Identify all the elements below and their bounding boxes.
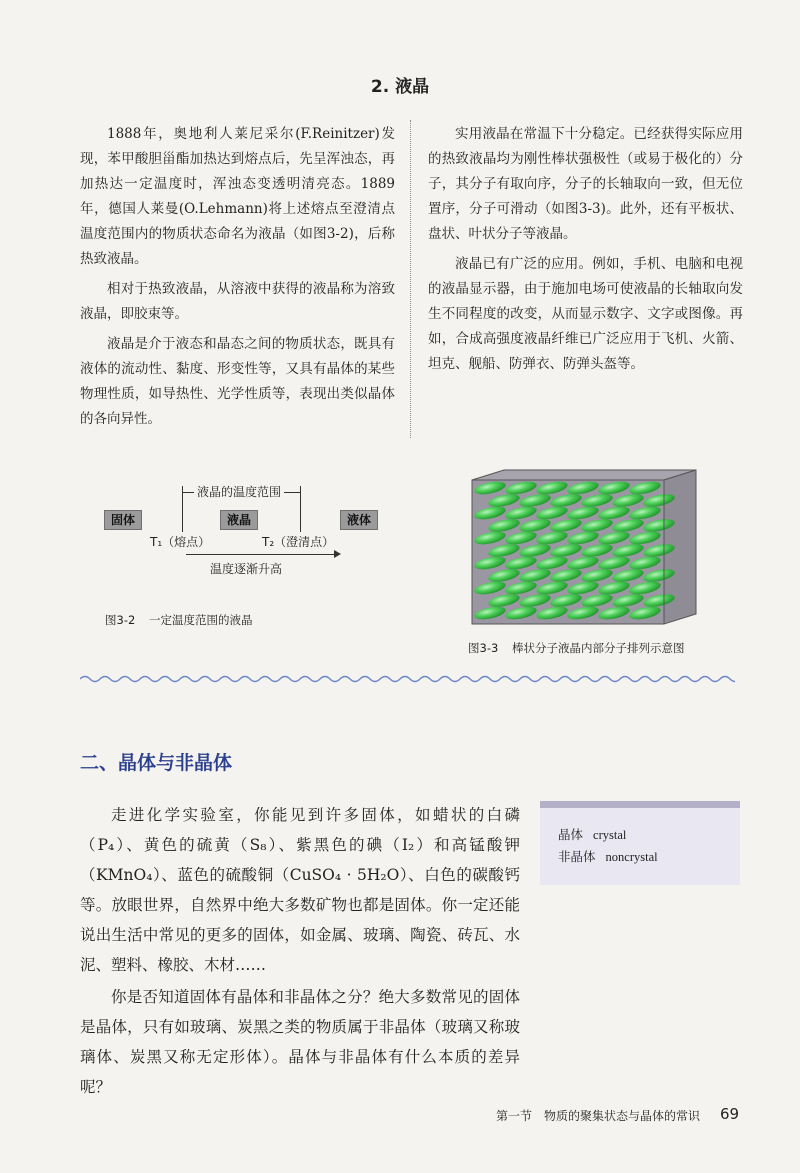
figure-3-2-caption — [105, 612, 252, 628]
glossary-zh: 非晶体 — [558, 849, 596, 864]
t1-label: T₁（熔点） — [150, 535, 211, 549]
temperature-arrow — [186, 554, 336, 555]
range-label: 液晶的温度范围 — [194, 483, 284, 500]
paragraph: 液晶已有广泛的应用。例如，手机、电脑和电视的液晶显示器，由于施加电场可使液晶的长轴取向发生不同程度的改变，从而显示数字、文字或图像。再如，合成高强度液晶纤维已广泛应用于飞机、火箭、坦克、舰船、防弹衣、防弹头盔等。 — [428, 256, 743, 372]
wavy-divider — [80, 672, 735, 686]
wave-line — [80, 677, 735, 682]
rise-label: 温度逐渐升高 — [210, 562, 283, 576]
liquid-box: 液体 — [340, 510, 378, 530]
paragraph: 相对于热致液晶，从溶液中获得的液晶称为溶致液晶，即胶束等。 — [80, 281, 395, 322]
box-top-face — [472, 470, 696, 480]
glossary-item — [558, 846, 740, 868]
figure-3-3-illustration — [468, 468, 700, 628]
caption-text: 棒状分子液晶内部分子排列示意图 — [511, 641, 685, 655]
section-title: 2. 液晶 — [370, 77, 430, 97]
left-column — [80, 122, 395, 437]
paragraph: 实用液晶在常温下十分稳定。已经获得实际应用的热致液晶均为刚性棒状强极性（或易于极化的）分子，其分子有取向序，分子的长轴取向一致，但无位置序，分子可滑动（如图3-3)。此外，还有平板状、盘状、叶状分子等液晶。 — [428, 126, 743, 242]
glossary-box — [540, 801, 740, 885]
footer-section: 第一节 — [496, 1109, 533, 1123]
section2-heading: 二、晶体与非晶体 — [80, 752, 233, 774]
t1-tick — [182, 498, 183, 532]
t2-tick — [300, 498, 301, 532]
t2-label: T₂（澄清点） — [262, 535, 335, 549]
section2-body — [80, 800, 520, 1102]
range-tick-left — [182, 486, 183, 498]
caption-number: 图3-3 — [468, 641, 499, 655]
right-column — [428, 122, 743, 382]
paragraph: 液晶是介于液态和晶态之间的物质状态，既具有液体的流动性、黏度、形变性等，又具有晶体的某些物理性质，如导热性、光学性质等，表现出类似晶体的各向异性。 — [80, 336, 395, 427]
caption-number: 图3-2 — [105, 613, 136, 627]
arrow-head-icon — [334, 550, 341, 558]
liquid-crystal-box: 液晶 — [220, 510, 258, 530]
glossary-zh: 晶体 — [558, 827, 584, 842]
glossary-en: crystal — [593, 828, 627, 842]
caption-text: 一定温度范围的液晶 — [148, 613, 253, 627]
glossary-en: noncrystal — [605, 850, 658, 864]
column-divider — [410, 120, 411, 438]
page-number: 69 — [720, 1105, 740, 1123]
paragraph: 1888年，奥地利人莱尼采尔(F.Reinitzer)发现，苯甲酸胆甾酯加热达到熔点后，先呈浑浊态，再加热达一定温度时，浑浊态变透明清亮态。1889年，德国人莱曼(O.Lehmann)将上述熔点至澄清点温度范围内的物质状态命名为液晶（如图3-2)，后称热致液晶。 — [80, 126, 395, 267]
figure-3-2-diagram — [90, 478, 400, 608]
paragraph: 走进化学实验室，你能见到许多固体，如蜡状的白磷（P₄）、黄色的硫黄（S₈）、紫黑色的碘（I₂）和高锰酸钾（KMnO₄）、蓝色的硫酸铜（CuSO₄ · 5H₂O）、白色的碳酸钙等。放眼世界，自然界中绝大多数矿物也都是固体。你一定还能说出生活中常见的更多的固体，如金属、玻璃、陶瓷、砖瓦、水泥、塑料、橡胶、木材…… — [80, 806, 520, 974]
page-footer — [0, 1105, 800, 1125]
range-tick-right — [300, 486, 301, 498]
molecules-group — [473, 479, 676, 621]
paragraph: 你是否知道固体有晶体和非晶体之分？绝大多数常见的固体是晶体，只有如玻璃、炭黑之类的物质属于非晶体（玻璃又称玻璃体、炭黑又称无定形体）。晶体与非晶体有什么本质的差异呢？ — [80, 988, 520, 1096]
footer-title: 物质的聚集状态与晶体的常识 — [544, 1109, 701, 1123]
glossary-item — [558, 824, 740, 846]
figure-3-3-caption — [468, 640, 684, 656]
solid-box: 固体 — [104, 510, 142, 530]
